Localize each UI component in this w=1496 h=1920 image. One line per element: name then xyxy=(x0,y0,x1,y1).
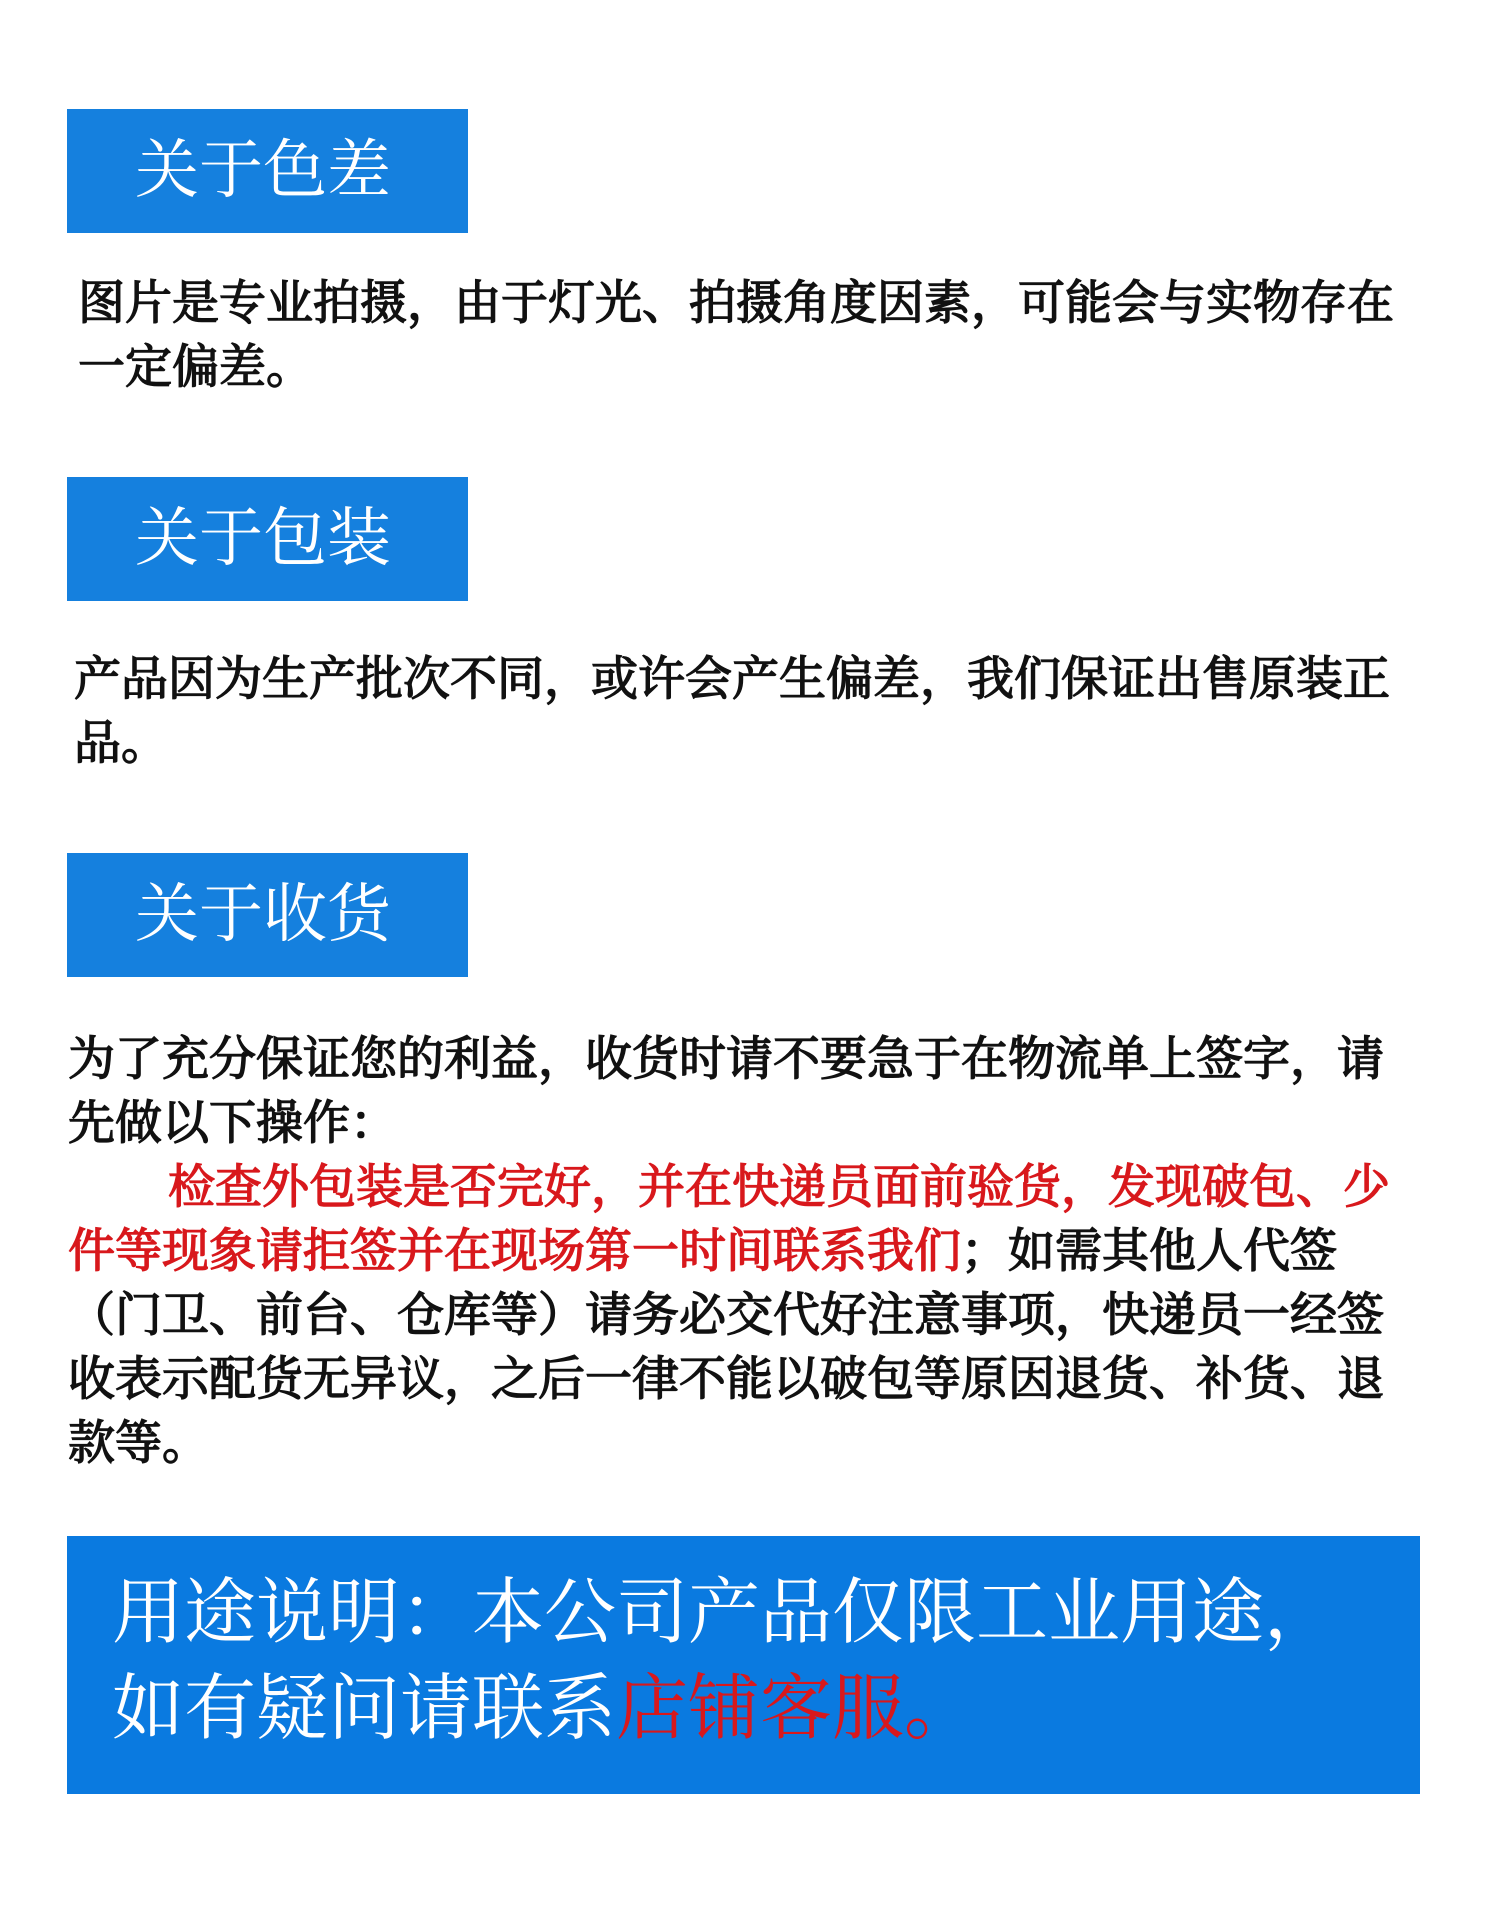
section-heading-color-difference: 关于色差 xyxy=(67,109,468,233)
usage-notice-line2 xyxy=(112,1660,1420,1756)
receiving-intro: 为了充分保证您的利益，收货时请不要急于在物流单上签字，请先做以下操作： xyxy=(68,1032,1384,1151)
color-difference-text: 图片是专业拍摄，由于灯光、拍摄角度因素，可能会与实物存在一定偏差。 xyxy=(78,276,1394,395)
packaging-text: 产品因为生产批次不同，或许会产生偏差，我们保证出售原装正品。 xyxy=(74,652,1390,771)
usage-notice-contact-prefix: 如有疑问请联系 xyxy=(112,1666,617,1750)
shop-customer-service-link[interactable]: 店铺客服。 xyxy=(616,1666,977,1750)
receiving-rest: ；如需其他人代签（门卫、前台、仓库等）请务必交代好注意事项，快递员一经签收表示配货无异议，之后一律不能以破包等原因退货、补货、退款等。 xyxy=(68,1224,1384,1471)
usage-notice-banner xyxy=(67,1536,1420,1794)
receiving-text xyxy=(68,1028,1413,1476)
receiving-warning: 检查外包装是否完好，并在快递员面前验货，发现破包、少件等现象请拒签并在现场第一时间联系我们 xyxy=(68,1160,1390,1279)
section-heading-receiving: 关于收货 xyxy=(67,853,468,977)
section-heading-packaging: 关于包装 xyxy=(67,477,468,601)
usage-notice-line1: 用途说明：本公司产品仅限工业用途， xyxy=(112,1570,1337,1654)
